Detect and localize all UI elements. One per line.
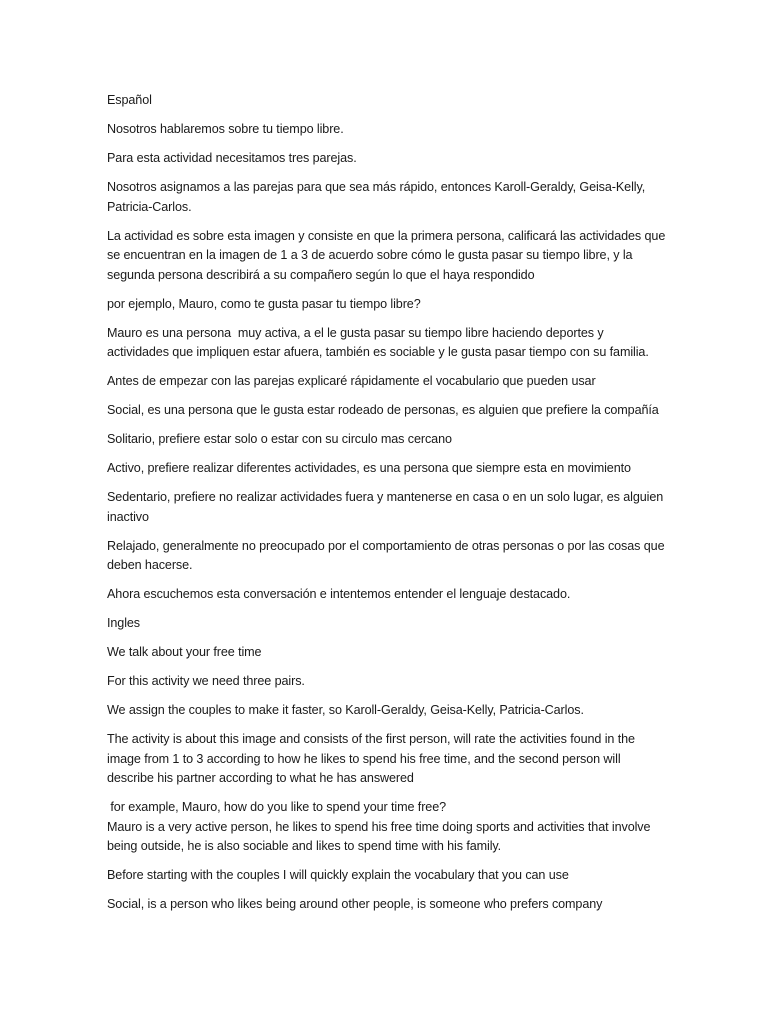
- vocab-activo: Activo, prefiere realizar diferentes actividades, es una persona que siempre esta en movimiento: [107, 461, 631, 475]
- paragraph: Mauro es una persona muy activa, a el le gusta pasar su tiempo libre haciendo deportes y actividades que impliquen estar afuera, también es sociable y le gusta pasar tiempo con su familia.: [107, 325, 649, 359]
- vocab-sedentario: Sedentario, prefiere no realizar actividades fuera y mantenerse en casa o en un solo lugar, es alguien inactivo: [107, 490, 667, 524]
- heading-spanish: Español: [107, 93, 152, 107]
- paragraph: for example, Mauro, how do you like to spend your time free?: [107, 800, 447, 814]
- paragraph: The activity is about this image and consists of the first person, will rate the activities found in the image from 1 to 3 according to how he likes to spend his free time, and the second person will describe his partner according to what he has answered: [107, 732, 639, 785]
- paragraph: We assign the couples to make it faster, so Karoll-Geraldy, Geisa-Kelly, Patricia-Carlos.: [107, 703, 584, 717]
- vocab-social: Social, es una persona que le gusta estar rodeado de personas, es alguien que prefiere la compañía: [107, 403, 659, 417]
- paragraph: por ejemplo, Mauro, como te gusta pasar tu tiempo libre?: [107, 296, 421, 311]
- paragraph: Mauro is a very active person, he likes to spend his free time doing sports and activities that involve being outside, he is also sociable and likes to spend time with his family.: [107, 819, 654, 853]
- paragraph: Before starting with the couples I will quickly explain the vocabulary that you can use: [107, 868, 569, 882]
- vocab-relajado: Relajado, generalmente no preocupado por el comportamiento de otras personas o por las cosas que deben hacerse.: [107, 538, 668, 572]
- paragraph: Para esta actividad necesitamos tres parejas.: [107, 151, 357, 165]
- paragraph: Nosotros asignamos a las parejas para que sea más rápido, entonces Karoll-Geraldy, Geisa-Kelly, Patricia-Carlos.: [107, 180, 649, 214]
- vocab-social-en: Social, is a person who likes being around other people, is someone who prefers company: [107, 897, 603, 911]
- paragraph: For this activity we need three pairs.: [107, 674, 305, 688]
- heading-english: Ingles: [107, 616, 141, 630]
- paragraph: We talk about your free time: [107, 645, 262, 659]
- paragraph: La actividad es sobre esta imagen y consiste en que la primera persona, calificará las actividades que se encuentran en la imagen de 1 a 3 de acuerdo sobre cómo le gusta pasar su tiempo libre, y la segunda persona describirá a su compañero según lo que el haya respondido: [107, 228, 669, 282]
- paragraph: Nosotros hablaremos sobre tu tiempo libre.: [107, 122, 344, 136]
- document-body: [107, 91, 667, 924]
- paragraph: Ahora escuchemos esta conversación e intentemos entender el lenguaje destacado.: [107, 587, 571, 601]
- vocab-solitario: Solitario, prefiere estar solo o estar con su circulo mas cercano: [107, 432, 452, 446]
- paragraph: Antes de empezar con las parejas explicaré rápidamente el vocabulario que pueden usar: [107, 374, 596, 388]
